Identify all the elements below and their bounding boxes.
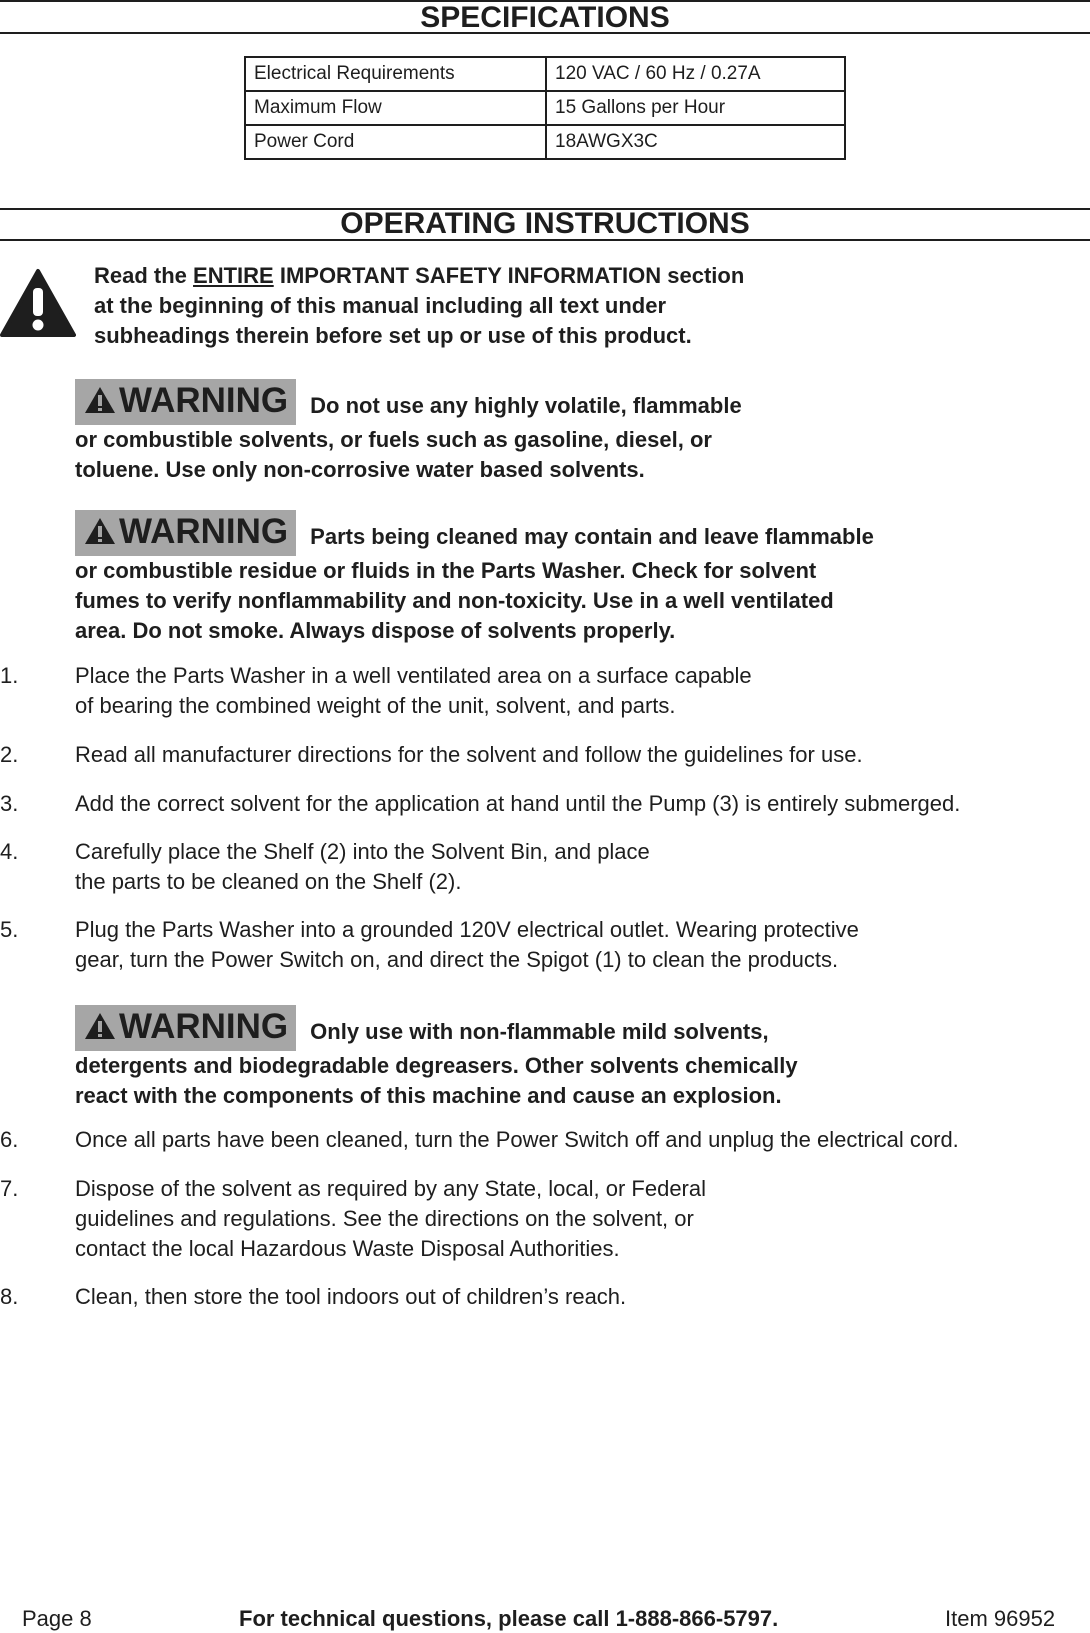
item-number: Item 96952 [945, 1606, 1056, 1631]
page-number: Page 8 [22, 1606, 92, 1631]
safety-line2: at the beginning of this manual including all text under [94, 293, 667, 318]
safety-line1: IMPORTANT SAFETY INFORMATION section [273, 263, 745, 288]
safety-line3: subheadings therein before set up or use of this product. [94, 323, 692, 348]
table-row [245, 125, 845, 159]
step-line: Plug the Parts Washer into a grounded 120V electrical outlet. Wearing protective [75, 917, 859, 942]
step-number: 3. [0, 791, 19, 816]
warning-line: area. Do not smoke. Always dispose of solvents properly. [75, 618, 676, 643]
warning-line: react with the components of this machine and cause an explosion. [75, 1083, 782, 1108]
step-line: Once all parts have been cleaned, turn the Power Switch off and unplug the electrical cord. [75, 1127, 959, 1152]
warning-label: WARNING [119, 512, 289, 551]
safety-notice [94, 261, 744, 351]
spec-label: Maximum Flow [245, 91, 546, 125]
step-line: Dispose of the solvent as required by any State, local, or Federal [75, 1176, 707, 1201]
warning-line: or combustible solvents, or fuels such as gasoline, diesel, or [75, 427, 712, 452]
warning-triangle-icon [0, 268, 76, 338]
step-number: 6. [0, 1127, 19, 1152]
warning-badge [75, 379, 296, 425]
specifications-table [244, 56, 846, 160]
step-line: the parts to be cleaned on the Shelf (2). [75, 869, 462, 894]
warning-line: or combustible residue or fluids in the Parts Washer. Check for solvent [75, 558, 817, 583]
step-line: Carefully place the Shelf (2) into the Solvent Bin, and place [75, 839, 650, 864]
spec-label: Power Cord [245, 125, 546, 159]
warning-triangle-icon [83, 385, 117, 415]
step-line: Read all manufacturer directions for the solvent and follow the guidelines for use. [75, 742, 863, 767]
spec-value: 120 VAC / 60 Hz / 0.27A [546, 57, 845, 91]
warning-label: WARNING [119, 381, 289, 420]
warning-line: detergents and biodegradable degreasers. Other solvents chemically [75, 1053, 798, 1078]
warning-line: toluene. Use only non-corrosive water based solvents. [75, 457, 645, 482]
warning-block-3 [75, 1007, 798, 1111]
warning-line: Parts being cleaned may contain and leave flammable [310, 524, 874, 549]
spec-value: 18AWGX3C [546, 125, 845, 159]
tech-support-line: For technical questions, please call 1-888-866-5797. [239, 1606, 779, 1631]
warning-line: fumes to verify nonflammability and non-toxicity. Use in a well ventilated [75, 588, 834, 613]
warning-triangle-icon [83, 516, 117, 546]
step-line: contact the local Hazardous Waste Disposal Authorities. [75, 1236, 620, 1261]
specifications-title: SPECIFICATIONS [420, 1, 670, 34]
step-line: Place the Parts Washer in a well ventilated area on a surface capable [75, 663, 752, 688]
warning-triangle-icon [83, 1011, 117, 1041]
spec-label: Electrical Requirements [245, 57, 546, 91]
step-line: Add the correct solvent for the application at hand until the Pump (3) is entirely submerged. [75, 791, 961, 816]
operating-title: OPERATING INSTRUCTIONS [340, 207, 750, 240]
warning-badge [75, 510, 296, 556]
operating-rule [0, 239, 1090, 241]
step-line: guidelines and regulations. See the directions on the solvent, or [75, 1206, 694, 1231]
step-number: 8. [0, 1284, 19, 1309]
warning-badge [75, 1005, 296, 1051]
step-line: gear, turn the Power Switch on, and direct the Spigot (1) to clean the products. [75, 947, 839, 972]
table-row [245, 57, 845, 91]
specifications-rule [0, 32, 1090, 34]
safety-prefix: Read the [94, 263, 194, 288]
spec-value: 15 Gallons per Hour [546, 91, 845, 125]
warning-line: Do not use any highly volatile, flammable [310, 393, 742, 418]
table-row [245, 91, 845, 125]
step-line: Clean, then store the tool indoors out of children’s reach. [75, 1284, 627, 1309]
step-number: 2. [0, 742, 19, 767]
step-number: 5. [0, 917, 19, 942]
warning-block-1 [75, 381, 742, 485]
warning-label: WARNING [119, 1007, 289, 1046]
step-number: 4. [0, 839, 19, 864]
warning-block-2 [75, 512, 874, 646]
step-number: 1. [0, 663, 19, 688]
step-number: 7. [0, 1176, 19, 1201]
warning-line: Only use with non-flammable mild solvents, [310, 1019, 769, 1044]
safety-emphasis: ENTIRE [193, 263, 274, 288]
step-line: of bearing the combined weight of the unit, solvent, and parts. [75, 693, 676, 718]
